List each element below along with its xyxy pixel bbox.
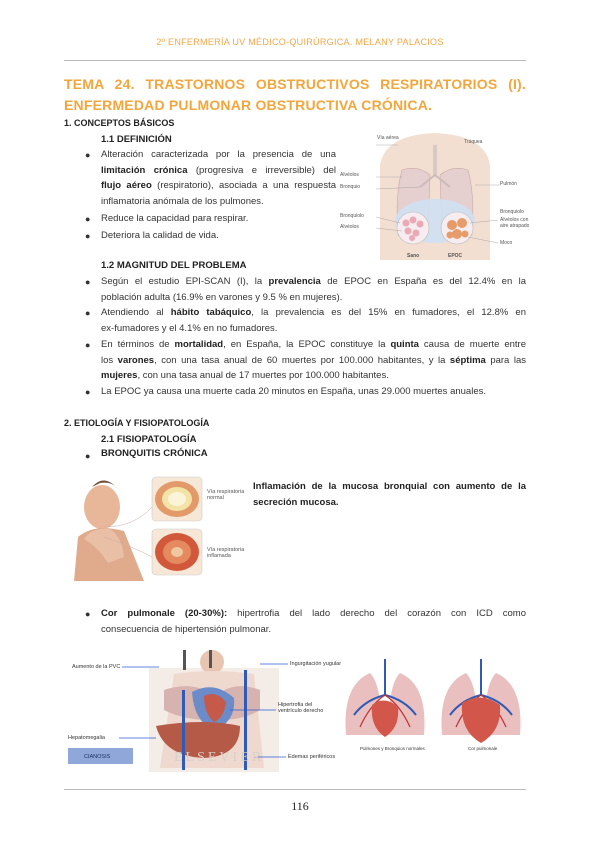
label-cyanosis: CIANOSIS [84,754,111,760]
section-2-heading: 2. ETIOLOGÍA Y FISIOPATOLOGÍA [64,418,210,428]
lung-label: Bronquiolo [500,209,524,215]
magnitude-bullet-1 [101,274,526,305]
mag3-line-2 [101,353,526,369]
mag3-l2-bold-2: séptima [449,354,486,366]
bronchitis-description [253,479,526,510]
def-line-4: inflamatoria anómala de los pulmones. [101,195,264,207]
mag3-bold-2: quinta [390,339,419,350]
bronchitis-description-text: Inflamación de la mucosa bronquial con aumento de la secreción mucosa. [253,481,526,508]
lung-caption-copd: EPOC [448,253,463,259]
heart-lungs-illustration [340,655,530,755]
label-jugular: Ingurgitación yugular [290,661,342,667]
def-bold-2: flujo aéreo [101,180,152,191]
title-line-1: TEMA 24. TRASTORNOS OBSTRUCTIVOS RESPIRATORIOS (I). [64,76,526,92]
physiopathology-heading: 2.1 FISIOPATOLOGÍA [101,434,197,445]
magnitude-bullet-4: La EPOC ya causa una muerte cada 20 minutos en España, unas 29.000 muertes anuales. [101,386,486,397]
lung-label: Pulmón [500,181,517,187]
definition-bullet-1 [101,147,336,209]
header-rule [64,60,526,61]
page-title [64,74,526,116]
cor-pulmonale-figure [64,650,344,772]
mag3-l2-a: los [101,354,118,366]
section-1-heading: 1. CONCEPTOS BÁSICOS [64,118,175,128]
mag3-text-b: , en España, la EPOC constituye la [223,339,391,350]
def-line-3 [101,178,336,194]
bullet: ● [85,150,91,160]
lungs-figure [340,125,530,260]
lung-label: Alvéolos [340,224,359,230]
heart-lungs-comparison [340,655,530,755]
caption-normal-lungs: Pulmones y Bronquios normales [360,746,425,751]
definition-bullet-2: Reduce la capacidad para respirar. [101,213,249,224]
def-bold-1: limitación crónica [101,164,188,176]
definition-heading: 1.1 DEFINICIÓN [101,134,172,145]
mag3-line-3 [101,368,526,384]
bullet: ● [85,214,91,224]
lung-label: Tráquea [464,139,483,145]
bronchitis-heading: BRONQUITIS CRÓNICA [101,448,208,459]
mag1-text-b: de EPOC en España es del 12.4% en la [320,276,526,287]
mag3-l2-bold-1: varones [117,354,155,366]
definition-bullet-3: Deteriora la calidad de vida. [101,230,219,241]
mag3-bold-1: mortalidad [174,339,224,350]
running-header: 2º ENFERMERÍA UV MÉDICO-QUIRÚRGICA. MELANY PALACIOS [156,37,444,47]
lung-label: Bronquio [340,184,361,190]
bullet: ● [85,340,91,350]
mag1-line-2: población adulta (16.9% en varones y 9.5 % en mujeres). [101,291,343,303]
label-rv-hypertrophy: Hipertrofia del ventrículo derecho [278,702,324,714]
cor-line-1 [101,606,526,622]
footer-rule [64,789,526,790]
bronchus-label-normal: Vía respiratoria normal [207,489,245,501]
lung-caption-healthy: Sano [407,253,420,259]
magnitude-bullet-2 [101,305,526,336]
cor-rest: hipertrofia del lado derecho del corazón con ICD como [227,608,526,619]
magnitude-heading: 1.2 MAGNITUD DEL PROBLEMA [101,260,247,271]
mag3-l3-bold: mujeres [101,370,138,381]
bullet: ● [85,451,91,461]
lung-label: Vía aérea [377,135,399,141]
mag2-text-a: Atendiendo al [101,307,171,318]
title-line-2: ENFERMEDAD PULMONAR OBSTRUCTIVA CRÓNICA. [64,97,433,113]
cor-bold: Cor pulmonale (20-30%): [101,608,228,619]
bullet: ● [85,609,91,619]
cor-line-2: consecuencia de hipertensión pulmonar. [101,623,272,635]
elsevier-watermark: ELSEVIER [174,750,265,765]
bronchitis-figure [64,467,250,581]
bullet: ● [85,308,91,318]
def-rest-2: (respiratorio), asociada a una respuesta [151,180,336,191]
page-number: 116 [291,799,309,813]
mag1-bold: prevalencia [268,276,321,287]
mag2-text-b: , la prevalencia es del 15% en fumadores, el 12.8% en [251,307,527,318]
mag3-l3-rest: , con una tasa anual de 17 muertes por 100.000 habitantes. [137,370,389,381]
mag1-line-1 [101,274,526,290]
def-rest-1: (progresiva e irreversible) del [187,164,336,176]
def-line-1: Alteración caracterizada por la presencia de una [101,149,336,160]
cor-pulmonale-bullet [101,606,526,637]
mag3-text-a: En términos de [101,339,175,350]
bullet: ● [85,277,91,287]
lung-label: Bronquiolo [340,213,364,219]
mag3-line-1 [101,337,526,353]
caption-cor-pulmonale: Cor pulmonale [468,746,498,751]
bronchus-label-inflamed: Vía respiratoria inflamada [207,547,245,559]
mag3-text-c: causa de muerte entre [418,339,526,350]
label-edema: Edemas periféricos [288,754,336,760]
lung-label: Alvéolos con aire atrapado [500,217,530,229]
bullet: ● [85,387,91,397]
mag1-text-a: Según el estudio EPI-SCAN (I), la [101,276,269,287]
mag2-line-1 [101,305,526,321]
magnitude-bullet-3 [101,337,526,384]
label-pvc: Aumento de la PVC [72,664,121,670]
label-hepatomegaly: Hepatomegalia [68,735,105,741]
def-line-2 [101,163,336,179]
mag2-bold: hábito tabáquico [170,307,252,318]
bullet: ● [85,231,91,241]
mag3-l2-b: , con una tasa anual de 60 muertes por 100.000 habitantes, y la [154,354,450,366]
lung-label: Alvéolos [340,172,359,178]
lung-label: Moco [500,240,513,246]
bronchitis-illustration [64,467,250,581]
mag2-line-2: ex-fumadores y el 4.1% en no fumadores. [101,322,278,334]
mag3-l2-c: para las [485,354,526,366]
